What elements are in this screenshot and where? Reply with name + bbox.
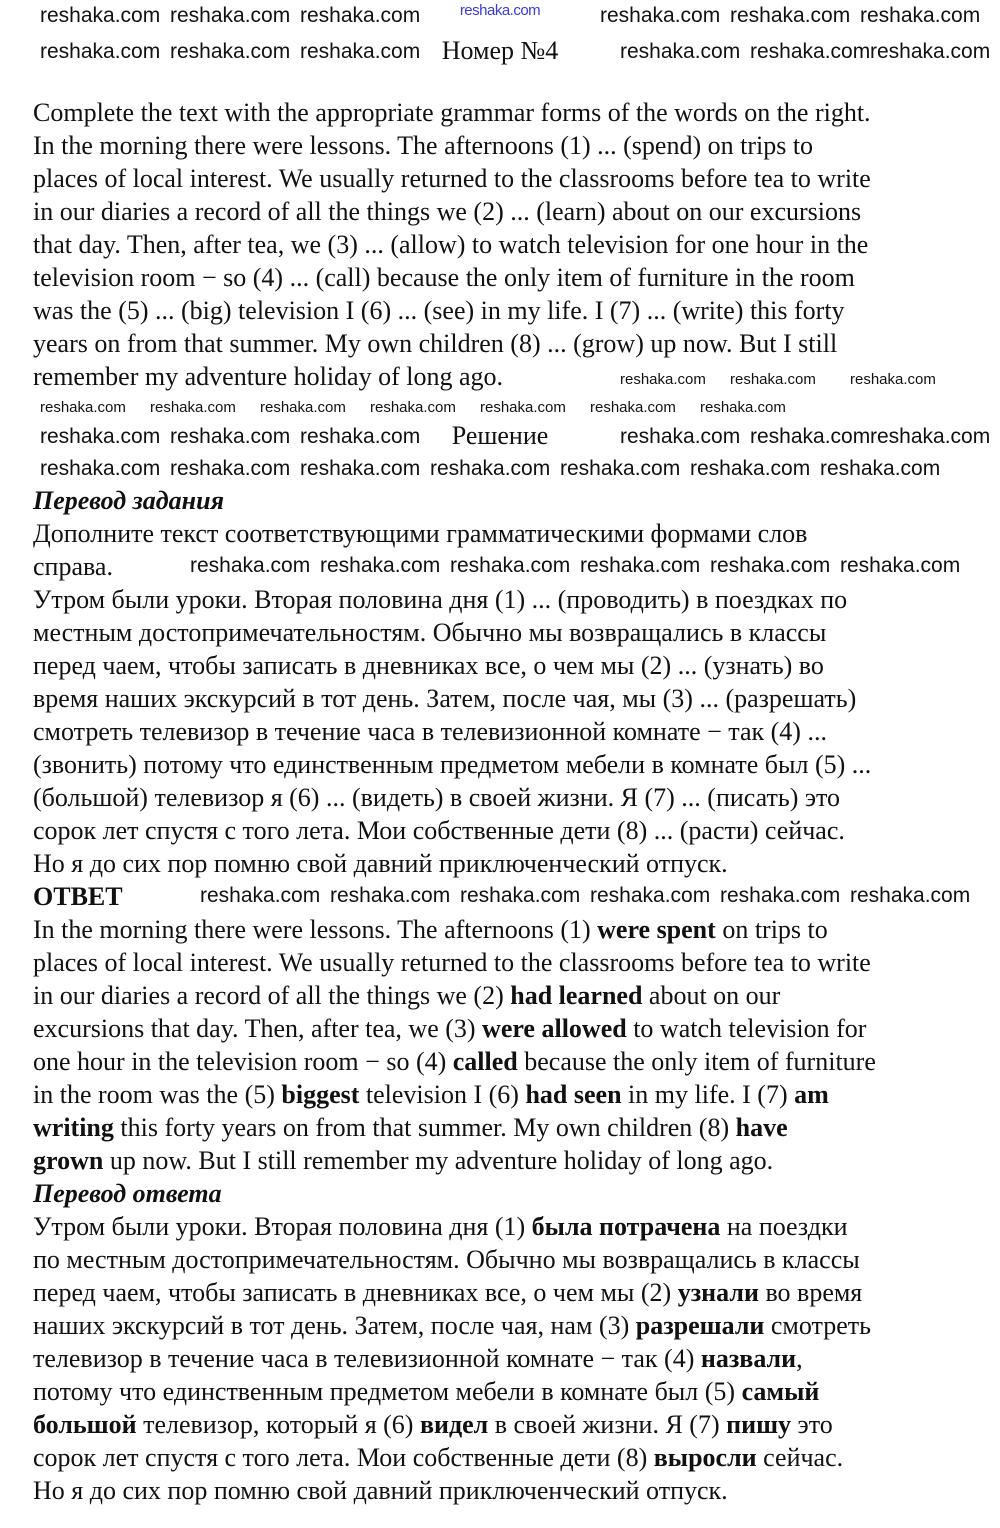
- watermark: reshaka.com: [170, 457, 291, 480]
- text-line: [33, 1012, 866, 1045]
- answer-word: had seen: [525, 1080, 622, 1109]
- text-segment: in the room was the (5): [33, 1080, 282, 1109]
- text-segment: Дополните текст соответствующими грамматическими формами слов: [33, 519, 808, 548]
- text-line: [33, 583, 847, 616]
- text-segment: время наших экскурсий в тот день. Затем, после чая, мы (3) ... (разрешать): [33, 684, 857, 713]
- watermark: reshaka.com: [850, 884, 971, 907]
- text-segment: сорок лет спустя с того лета. Мои собственные дети (8): [33, 1443, 654, 1472]
- text-line: [33, 616, 826, 649]
- text-segment: on trips to: [715, 915, 828, 944]
- text-segment: Но я до сих пор помню свой давний приключенческий отпуск.: [33, 849, 728, 878]
- text-segment: наших экскурсий в тот день. Затем, после чая, нам (3): [33, 1311, 636, 1340]
- answer-word: разрешали: [635, 1311, 765, 1340]
- text-segment: смотреть: [764, 1311, 871, 1340]
- watermark: reshaka.com: [700, 399, 786, 416]
- text-line: [33, 1243, 860, 1276]
- text-line: [33, 261, 855, 294]
- site-link[interactable]: reshaka.com: [459, 2, 541, 19]
- watermark: reshaka.com: [450, 554, 571, 577]
- text-line: [33, 327, 837, 360]
- text-line: [33, 550, 113, 583]
- text-line: [33, 814, 845, 847]
- translation-text: [33, 517, 993, 880]
- text-segment: на поездки: [720, 1212, 848, 1241]
- watermark: reshaka.com: [620, 371, 706, 388]
- text-segment: television room − so (4) ... (call) because the only item of furniture in the room: [33, 263, 855, 292]
- watermark: reshaka.com: [300, 4, 421, 27]
- watermark: reshaka.com: [40, 457, 161, 480]
- answer-word: видел: [419, 1410, 489, 1439]
- answer-word: grown: [33, 1146, 104, 1175]
- text-segment: was the (5) ... (big) television I (6) ... (see) in my life. I (7) ... (write) this forty: [33, 296, 845, 325]
- answer-word: большой: [33, 1410, 137, 1439]
- text-line: [33, 1078, 829, 1111]
- translation-section: [33, 484, 993, 1507]
- watermark: reshaka.com: [870, 40, 991, 63]
- text-segment: перед чаем, чтобы записать в дневниках все, о чем мы (2): [33, 1278, 678, 1307]
- answer-word: writing: [33, 1113, 114, 1142]
- watermark: reshaka.com: [170, 40, 291, 63]
- answer-word: самый: [741, 1377, 820, 1406]
- watermark: reshaka.com: [620, 40, 741, 63]
- text-line: [33, 294, 845, 327]
- text-segment: to watch television for: [626, 1014, 867, 1043]
- watermark: reshaka.com: [430, 457, 551, 480]
- text-line: [33, 129, 813, 162]
- text-segment: that day. Then, after tea, we (3) ... (allow) to watch television for one hour in the: [33, 230, 869, 259]
- watermark: reshaka.com: [590, 399, 676, 416]
- watermark: reshaka.com: [600, 4, 721, 27]
- text-segment: справа.: [33, 552, 113, 581]
- text-segment: in our diaries a record of all the things we (2): [33, 981, 511, 1010]
- text-line: [33, 1342, 803, 1375]
- text-segment: сорок лет спустя с того лета. Мои собственные дети (8) ... (расти) сейчас.: [33, 816, 845, 845]
- text-line: [33, 1309, 871, 1342]
- text-segment: places of local interest. We usually returned to the classrooms before tea to write: [33, 164, 871, 193]
- watermark: reshaka.com: [170, 4, 291, 27]
- watermark: reshaka.com: [750, 425, 871, 448]
- text-segment: remember my adventure holiday of long ago.: [33, 362, 504, 391]
- text-line: [33, 1408, 833, 1441]
- text-segment: excursions that day. Then, after tea, we (3): [33, 1014, 483, 1043]
- text-segment: Утром были уроки. Вторая половина дня (1): [33, 1212, 532, 1241]
- answer-text: [33, 913, 993, 1177]
- text-line: [33, 360, 503, 393]
- answer-translation-text: [33, 1210, 993, 1507]
- text-segment: в своей жизни. Я (7): [488, 1410, 727, 1439]
- text-segment: телевизор в течение часа в телевизионной комнате − так (4): [33, 1344, 701, 1373]
- text-segment: Complete the text with the appropriate grammar forms of the words on the right.: [33, 98, 871, 127]
- text-segment: Но я до сих пор помню свой давний приключенческий отпуск.: [33, 1476, 728, 1505]
- text-segment: one hour in the television room − so (4): [33, 1047, 453, 1076]
- watermark: reshaka.com: [460, 884, 581, 907]
- watermark: reshaka.com: [200, 884, 321, 907]
- watermark: reshaka.com: [150, 399, 236, 416]
- watermark: reshaka.com: [720, 884, 841, 907]
- text-line: [33, 1045, 876, 1078]
- text-segment: In the morning there were lessons. The afternoons (1): [33, 915, 598, 944]
- translation-heading: Перевод задания: [33, 486, 224, 515]
- watermark: reshaka.com: [710, 554, 831, 577]
- answer-word: была потрачена: [531, 1212, 721, 1241]
- watermark: reshaka.com: [40, 4, 161, 27]
- text-segment: во время: [758, 1278, 863, 1307]
- text-segment: because the only item of furniture: [517, 1047, 876, 1076]
- text-segment: телевизор, который я (6): [136, 1410, 420, 1439]
- answer-translation-heading: Перевод ответа: [33, 1179, 222, 1208]
- answer-word: am: [794, 1080, 829, 1109]
- text-line: [33, 1210, 848, 1243]
- text-segment: (большой) телевизор я (6) ... (видеть) в своей жизни. Я (7) ... (писать) это: [33, 783, 841, 812]
- text-segment: places of local interest. We usually returned to the classrooms before tea to write: [33, 948, 871, 977]
- answer-word: узнали: [677, 1278, 759, 1307]
- watermark: reshaka.com: [40, 425, 161, 448]
- watermark: reshaka.com: [320, 554, 441, 577]
- watermark: reshaka.com: [300, 40, 421, 63]
- watermark: reshaka.com: [820, 457, 941, 480]
- text-segment: In the morning there were lessons. The afternoons (1) ... (spend) on trips to: [33, 131, 814, 160]
- watermark: reshaka.com: [590, 884, 711, 907]
- watermark: reshaka.com: [190, 554, 311, 577]
- text-line: [33, 1441, 843, 1474]
- text-line: [33, 913, 828, 946]
- answer-word: выросли: [653, 1443, 757, 1472]
- text-segment: потому что единственным предметом мебели в комнате был (5): [33, 1377, 742, 1406]
- watermark: reshaka.com: [480, 399, 566, 416]
- answer-heading: ОТВЕТ: [33, 882, 123, 911]
- watermark: reshaka.com: [370, 399, 456, 416]
- text-segment: in our diaries a record of all the things we (2) ... (learn) about on our excursions: [33, 197, 862, 226]
- watermark: reshaka.com: [560, 457, 681, 480]
- text-segment: in my life. I (7): [621, 1080, 795, 1109]
- text-line: [33, 96, 871, 129]
- watermark: reshaka.com: [690, 457, 811, 480]
- text-line: [33, 847, 728, 880]
- watermark: reshaka.com: [300, 457, 421, 480]
- text-line: [33, 1375, 819, 1408]
- watermark: reshaka.com: [580, 554, 701, 577]
- text-line: [33, 1276, 862, 1309]
- text-line: [33, 517, 807, 550]
- text-segment: (звонить) потому что единственным предметом мебели в комнате был (5) ...: [33, 750, 872, 779]
- text-line: [33, 715, 827, 748]
- text-line: [33, 781, 840, 814]
- text-line: [33, 649, 824, 682]
- text-segment: up now. But I still remember my adventure holiday of long ago.: [103, 1146, 774, 1175]
- answer-word: had learned: [510, 981, 643, 1010]
- solution-title: Решение: [451, 421, 549, 450]
- text-line: [33, 195, 861, 228]
- text-line: [33, 946, 871, 979]
- text-segment: по местным достопримечательностям. Обычно мы возвращались в классы: [33, 1245, 860, 1274]
- answer-word: have: [735, 1113, 788, 1142]
- watermark: reshaka.com: [620, 425, 741, 448]
- text-line: [33, 979, 780, 1012]
- answer-word: назвали: [700, 1344, 797, 1373]
- watermark: reshaka.com: [850, 371, 936, 388]
- watermark: reshaka.com: [730, 371, 816, 388]
- watermark: reshaka.com: [330, 884, 451, 907]
- text-line: [33, 748, 871, 781]
- text-line: [33, 1474, 728, 1507]
- answer-word: called: [452, 1047, 518, 1076]
- answer-word: were allowed: [482, 1014, 627, 1043]
- text-line: [33, 682, 856, 715]
- text-line: [33, 1144, 773, 1177]
- watermark: reshaka.com: [260, 399, 346, 416]
- text-segment: сейчас.: [756, 1443, 844, 1472]
- watermark: reshaka.com: [40, 399, 126, 416]
- watermark: reshaka.com: [870, 425, 991, 448]
- text-segment: this forty years on from that summer. My own children (8): [113, 1113, 736, 1142]
- watermark: reshaka.com: [730, 4, 851, 27]
- watermark: reshaka.com: [750, 40, 871, 63]
- page-title: Номер №4: [441, 36, 559, 65]
- text-segment: местным достопримечательностям. Обычно мы возвращались в классы: [33, 618, 827, 647]
- text-line: [33, 162, 871, 195]
- watermark: reshaka.com: [170, 425, 291, 448]
- text-segment: years on from that summer. My own children (8) ... (grow) up now. But I still: [33, 329, 838, 358]
- watermark: reshaka.com: [300, 425, 421, 448]
- answer-word: пишу: [726, 1410, 792, 1439]
- text-segment: перед чаем, чтобы записать в дневниках все, о чем мы (2) ... (узнать) во: [33, 651, 824, 680]
- text-segment: смотреть телевизор в течение часа в телевизионной комнате − так (4) ...: [33, 717, 827, 746]
- answer-word: biggest: [281, 1080, 360, 1109]
- text-line: [33, 1111, 788, 1144]
- task-text: [33, 96, 993, 393]
- watermark: reshaka.com: [840, 554, 961, 577]
- text-segment: ,: [796, 1344, 803, 1373]
- text-segment: television I (6): [359, 1080, 526, 1109]
- text-segment: about on our: [642, 981, 781, 1010]
- text-segment: это: [791, 1410, 833, 1439]
- text-line: [33, 228, 868, 261]
- watermark: reshaka.com: [860, 4, 981, 27]
- answer-word: were spent: [597, 915, 716, 944]
- watermark: reshaka.com: [40, 40, 161, 63]
- text-segment: Утром были уроки. Вторая половина дня (1) ... (проводить) в поездках по: [33, 585, 848, 614]
